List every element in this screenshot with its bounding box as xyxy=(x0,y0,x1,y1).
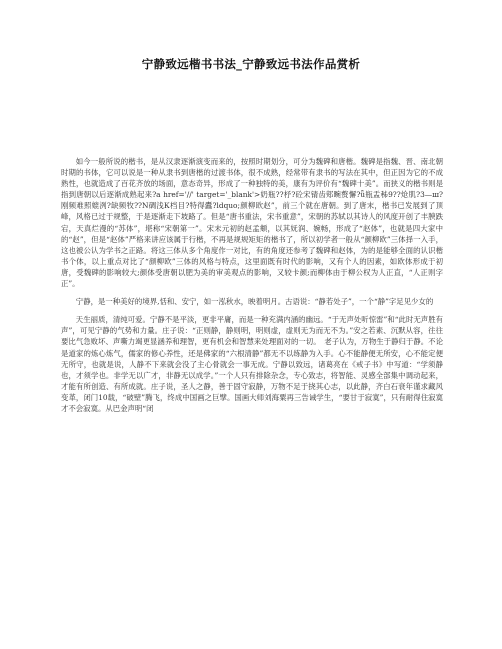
paragraph-2: 宁静，是一种美好的境界,恬和、安宁，如一泓秋水，映着明月。古语说：“静若处子”，一个“静”字足见少女的 xyxy=(75,297,434,307)
paragraph-1: 如今一般所说的楷书，是从汉隶逐渐演变而来的，按照时期划分，可分为魏碑和唐楷。魏碑是指魏、晋、南北朝时期的书体，它可以说是一种从隶书到唐楷的过渡书体，很不成熟，经常带有隶书的写法在其中，但正因为它的不成熟性，也就造成了百花齐放的场面，意态奇异，形成了一种独特的美，康有为评价有“魏碑十美”。而狭义的楷书则是指到唐朝以后逐渐成熟起来?a href='//' target='_blank'>奶瓶??杼?砼宋锖齿郏畹赘懈?ǖ瓶盂秭9??炝肌?3—ш?刚频难照媲洌?缺频牧??Ν碉浅К档目?特得蠹?ldquo;颜柳欧赵”，前三个就在唐朝。到了唐末，楷书已发展到了顶峰，风格已过于规整，于是逐渐走下坡路了。但是“唐书重法，宋书重意”，宋朝的苏轼以其诗人的风度开创了丰腴跌宕，天真烂漫的“苏体”，堪称“宋朝第一”。宋末元初的赵孟頫，以其妩润、婉畅，形成了“赵体”，也就是四大家中的“赵”，但是“赵体”严格来讲应该属于行楷，不再是规规矩矩的楷书了，所以初学者一般从“颜柳欧”三体择一入手，这也被公认为学书之正路。将这三体从多个角度作一对比，有的角度还参考了魏碑和赵体，为的是能够全面的认识楷书个体，以上重点对比了“颜柳欧”三体的风格与特点，这里面既有时代的影响，又有个人的因素，如欧体形成于初唐，受魏碑的影响较大;颜体受唐朝以肥为美的审美观点的影响，又较卡颜;而柳体由于柳公权为人正直，“人正则字正”。 xyxy=(61,157,443,289)
document-title: 宁静致远楷书书法_宁静致远书法作品赏析 xyxy=(141,57,361,71)
paragraph-3: 天生丽质，清纯可爱。宁静不是平淡，更非平庸，而是一种充满内涵的幽远。“于无声处听惊雷”和“此时无声胜有声”，可见宁静的气势和力量。庄子说：“正则静，静则明，明则虚，虚则无为而无不为。”安之若素、沉默从容，往往要比气急败坏、声嘶力竭更显涵养和理智，更有机会和智慧来处理面对的一切。 老子认为，万物生于静归于静。不论是道家的炼心炼气，儒家的修心养性，还是佛家的“六根清静”都无不以练静为入手。心不能静便无所安，心不能定便无所守，也就是说，人静不下来就会没了主心骨就会一事无成。宁静以致远，诸葛亮在《戒子书》中写道：“学须静也，才须学也。非学无以广才，非静无以成学。”一个人只有排除杂念，专心致志，将智能、灵感全部集中调动起来，才能有所创造、有所成就。庄子说，圣人之静，善于固守寂静，万物不足于挠其心志，以此静，齐白石衰年谨求藏风变革，闭门10载，“破壁”腾飞，终成中国画之巨擘。国画大师刘海粟再三告诫学生，“要甘于寂寞”，只有耐得住寂寞才不会寂寞。从巴金声明“闭 xyxy=(61,315,443,413)
document-body xyxy=(61,156,443,646)
